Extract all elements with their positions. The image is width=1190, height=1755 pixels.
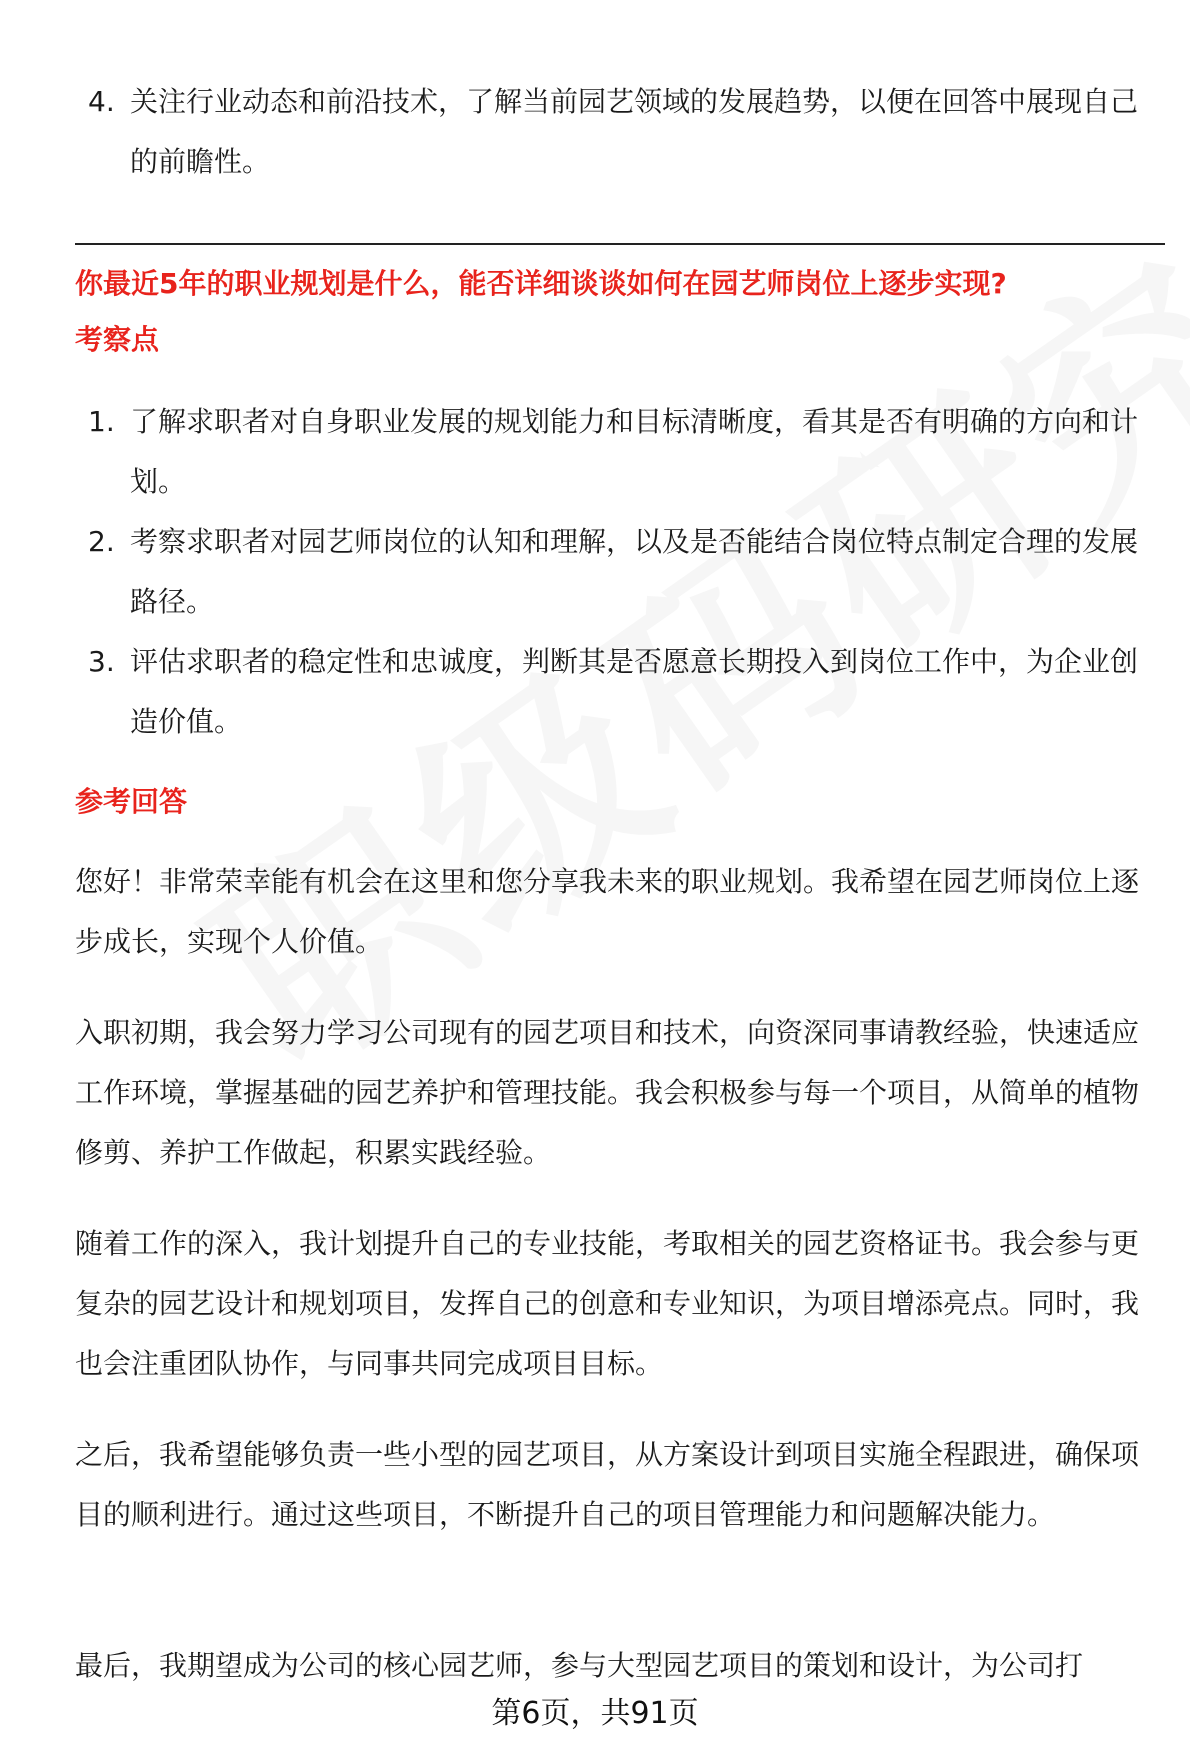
list-number: 3. [88, 645, 115, 678]
list-number: 4. [88, 85, 115, 118]
list-item [80, 632, 1160, 752]
answer-paragraph: 最后，我期望成为公司的核心园艺师，参与大型园艺项目的策划和设计，为公司打 [75, 1649, 1084, 1682]
assessment-list [80, 392, 1160, 752]
list-number: 1. [88, 405, 115, 438]
assessment-title: 考察点 [75, 323, 160, 356]
list-number: 2. [88, 525, 115, 558]
list-item [80, 392, 1160, 512]
answer-paragraph: 随着工作的深入，我计划提升自己的专业技能，考取相关的园艺资格证书。我会参与更复杂的园艺设计和规划项目，发挥自己的创意和专业知识，为项目增添亮点。同时，我也会注重团队协作，与同事共同完成项目目标。 [75, 1227, 1140, 1380]
list-text: 了解求职者对自身职业发展的规划能力和目标清晰度，看其是否有明确的方向和计划。 [130, 405, 1139, 498]
answer-paragraph: 之后，我希望能够负责一些小型的园艺项目，从方案设计到项目实施全程跟进，确保项目的顺利进行。通过这些项目，不断提升自己的项目管理能力和问题解决能力。 [75, 1438, 1140, 1531]
list-text: 考察求职者对园艺师岗位的认知和理解，以及是否能结合岗位特点制定合理的发展路径。 [130, 525, 1139, 618]
top-list [80, 72, 1160, 192]
page-number: 第6页，共91页 [491, 1696, 699, 1731]
answer-paragraph: 您好！非常荣幸能有机会在这里和您分享我未来的职业规划。我希望在园艺师岗位上逐步成长，实现个人价值。 [75, 865, 1140, 958]
list-text: 关注行业动态和前沿技术，了解当前园艺领域的发展趋势，以便在回答中展现自己的前瞻性。 [130, 85, 1139, 178]
list-item [80, 512, 1160, 632]
answer-title: 参考回答 [75, 785, 188, 818]
list-item [80, 72, 1160, 192]
answer-paragraph: 入职初期，我会努力学习公司现有的园艺项目和技术，向资深同事请教经验，快速适应工作环境，掌握基础的园艺养护和管理技能。我会积极参与每一个项目，从简单的植物修剪、养护工作做起，积累实践经验。 [75, 1016, 1140, 1169]
question-heading: 你最近5年的职业规划是什么，能否详细谈谈如何在园艺师岗位上逐步实现? [75, 267, 1007, 300]
list-text: 评估求职者的稳定性和忠诚度，判断其是否愿意长期投入到岗位工作中，为企业创造价值。 [130, 645, 1139, 738]
divider [75, 243, 1165, 245]
